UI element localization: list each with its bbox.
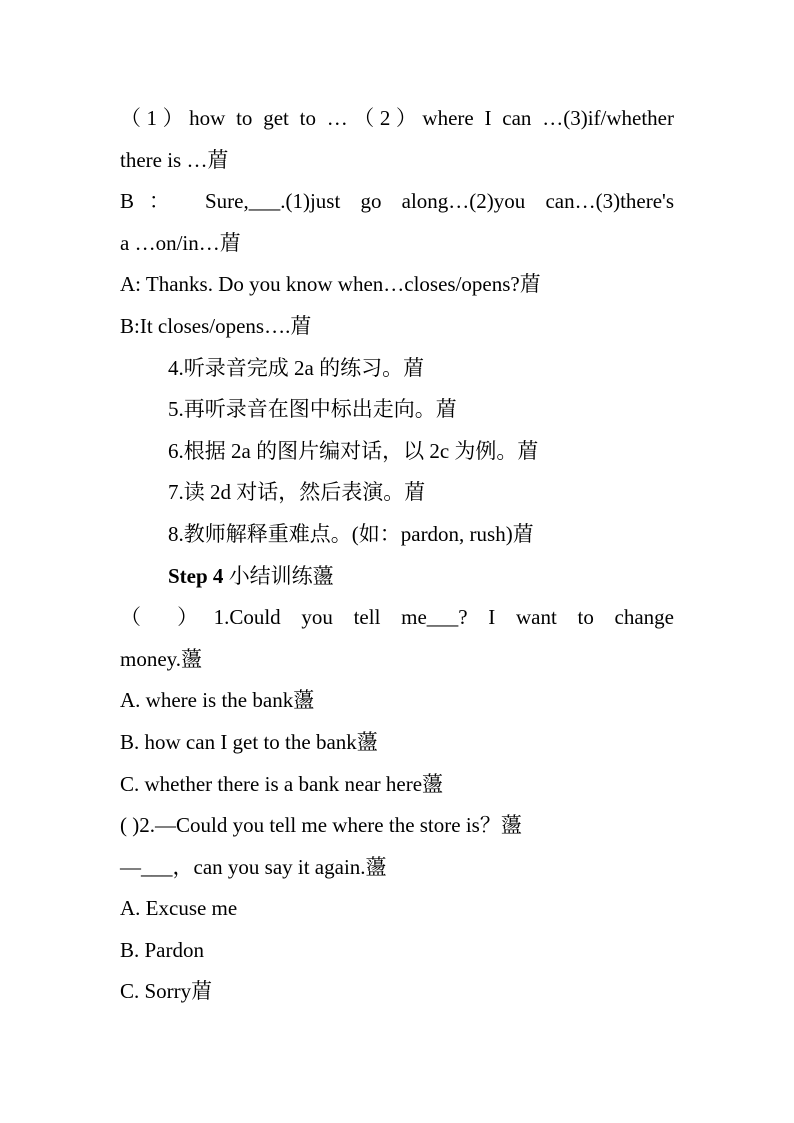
step-heading-title: 小结训练蘯	[223, 564, 334, 588]
step-heading	[168, 562, 688, 590]
text-line-5: A: Thanks. Do you know when…closes/opens?葿	[120, 272, 541, 296]
question-2-stem-cont: —___，can you say it again.蘯	[120, 855, 387, 879]
question-1-stem-cont: money.蘯	[120, 647, 203, 671]
text-line-3: B： Sure,___.(1)just go along…(2)you can…(3)there's	[120, 189, 674, 213]
step-item-6: 6.根据 2a 的图片编对话，以 2c 为例。葿	[168, 439, 539, 463]
question-2-option-c: C. Sorry葿	[120, 979, 213, 1003]
question-1-stem: （ ）1.Could you tell me___? I want to change	[120, 605, 674, 629]
step-item-7: 7.读 2d 对话，然后表演。葿	[168, 480, 426, 504]
step-item-4: 4.听录音完成 2a 的练习。葿	[168, 356, 425, 380]
text-line-2: there is …葿	[120, 148, 229, 172]
question-2-option-a: A. Excuse me	[120, 896, 238, 920]
step-item-5: 5.再听录音在图中标出走向。葿	[168, 397, 457, 421]
text-line-4: a …on/in…葿	[120, 231, 241, 255]
step-item-8: 8.教师解释重难点。(如：pardon, rush)葿	[168, 522, 534, 546]
question-1-option-a: A. where is the bank蘯	[120, 688, 315, 712]
text-line-1: （1）how to get to …（2）where I can …(3)if/whether	[120, 106, 674, 130]
question-1-option-c: C. whether there is a bank near here蘯	[120, 772, 444, 796]
question-1-option-b: B. how can I get to the bank蘯	[120, 730, 378, 754]
text-line-6: B:It closes/opens….葿	[120, 314, 312, 338]
step-heading-number: Step 4	[168, 564, 224, 588]
question-2-stem: ( )2.—Could you tell me where the store is？蘯	[120, 813, 522, 837]
question-2-option-b: B. Pardon	[120, 938, 204, 962]
